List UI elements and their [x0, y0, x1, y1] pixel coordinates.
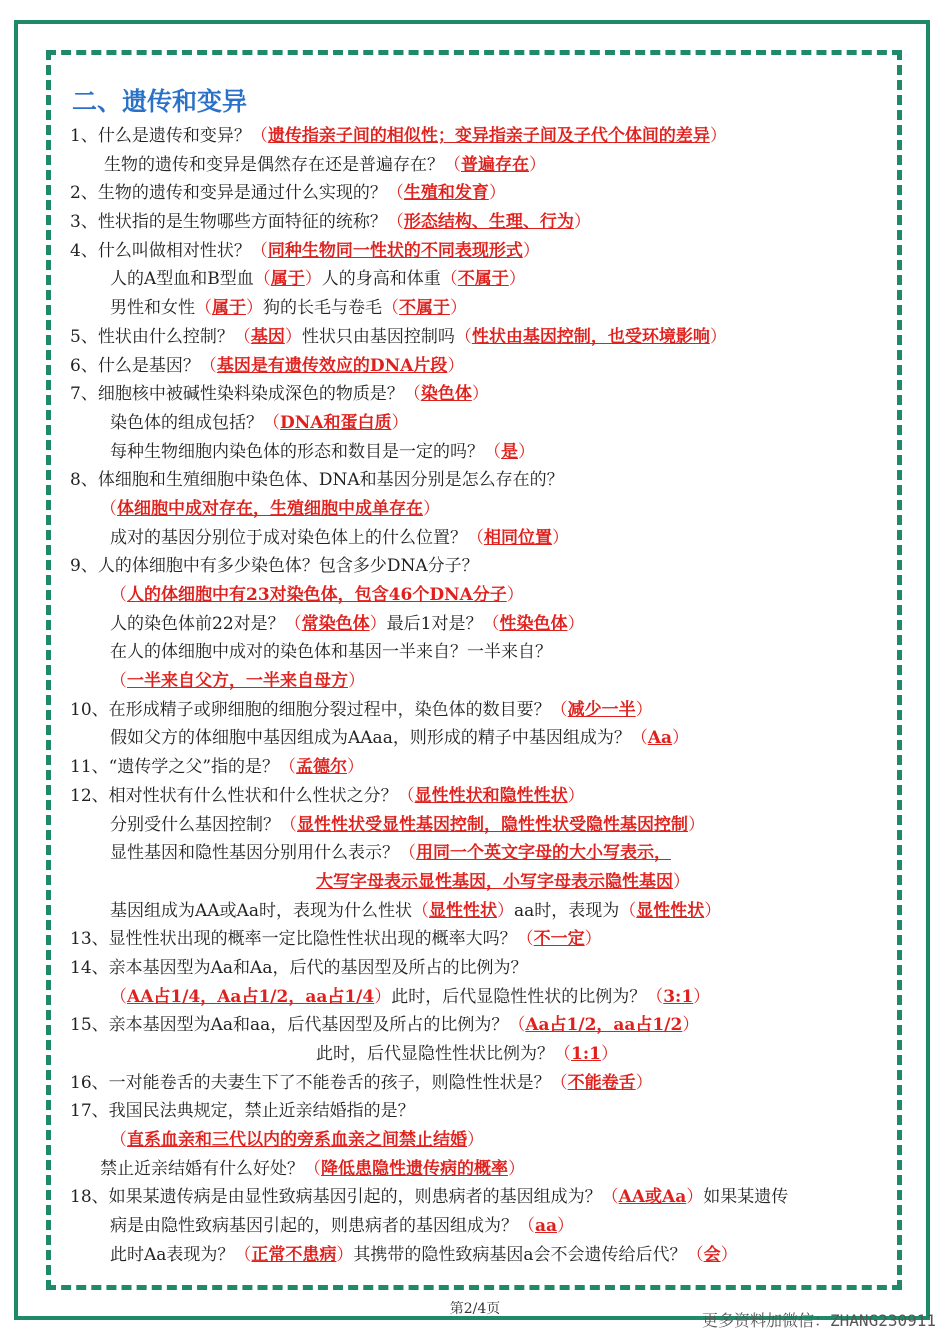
- question-text: 11、“遗传学之父”指的是？: [70, 757, 280, 778]
- question-text: 病是由隐性致病基因引起的，则患病者的基因组成为？: [110, 1216, 518, 1237]
- question-text: 13、显性性状出现的概率一定比隐性性状出现的概率大吗？: [70, 929, 517, 950]
- qa-line: [70, 667, 890, 696]
- answer-text: （Aa占1/2，aa占1/2）: [508, 1015, 700, 1036]
- answer-text: （aa）: [518, 1216, 575, 1237]
- answer-text: （DNA和蛋白质）: [263, 412, 409, 433]
- qa-line: [70, 1155, 890, 1184]
- qa-line: [70, 782, 890, 811]
- answer-text: （正常不患病）: [234, 1244, 354, 1265]
- answer-text: （形态结构、生理、行为）: [386, 212, 591, 233]
- question-text: 8、体细胞和生殖细胞中染色体、DNA和基因分别是怎么存在的？: [70, 470, 564, 491]
- question-text: 18、如果某遗传病是由显性致病基因引起的，则患病者的基因组成为？: [70, 1187, 602, 1208]
- answer-text: （基因）: [233, 326, 302, 347]
- answer-text: （AA或Aa）: [601, 1187, 704, 1208]
- answer-text: （孟德尔）: [279, 757, 365, 778]
- qa-line: [70, 466, 890, 495]
- answer-text: （一半来自父方，一半来自母方）: [110, 671, 365, 692]
- question-text: 10、在形成精子或卵细胞的细胞分裂过程中，染色体的数目要？: [70, 699, 551, 720]
- answer-text: （不一定）: [516, 929, 602, 950]
- qa-line: [70, 380, 890, 409]
- answer-text: （直系血亲和三代以内的旁系血亲之间禁止结婚）: [110, 1130, 484, 1151]
- answer-text: （不能卷舌）: [550, 1072, 653, 1093]
- qa-line: [70, 1183, 890, 1212]
- question-text: 生物的遗传和变异是偶然存在还是普遍存在？: [104, 154, 444, 175]
- question-text: 14、亲本基因型为Aa和Aa，后代的基因型及所占的比例为？: [70, 957, 528, 978]
- answer-text: （不属于）: [440, 269, 526, 290]
- question-text: 在人的体细胞中成对的染色体和基因一半来自？一半来自？: [110, 642, 552, 663]
- question-text: 5、性状由什么控制？: [70, 326, 234, 347]
- qa-line: [70, 352, 890, 381]
- question-text: 15、亲本基因型为Aa和aa，后代基因型及所占的比例为？: [70, 1015, 509, 1036]
- qa-line: [70, 1241, 890, 1270]
- qa-line: [70, 1097, 890, 1126]
- question-text: 17、我国民法典规定，禁止近亲结婚指的是？: [70, 1101, 415, 1122]
- qa-line: [70, 495, 890, 524]
- question-text: 4、什么叫做相对性状？: [70, 240, 251, 261]
- answer-text: （是）: [484, 441, 535, 462]
- question-text: 7、细胞核中被碱性染料染成深色的物质是？: [70, 384, 404, 405]
- question-text: 基因组成为AA或Aa时，表现为什么性状: [110, 900, 412, 921]
- wechat-note: 更多资料加微信：ZHANG230911: [702, 1311, 936, 1330]
- question-text: 6、什么是基因？: [70, 355, 200, 376]
- qa-line: [70, 811, 890, 840]
- qa-line: [70, 323, 890, 352]
- qa-line: [70, 1069, 890, 1098]
- qa-line: [70, 638, 890, 667]
- qa-line: [70, 610, 890, 639]
- qa-line: [70, 753, 890, 782]
- answer-text: （属于）: [253, 269, 322, 290]
- qa-line: [70, 208, 890, 237]
- answer-text: （遗传指亲子间的相似性；变异指亲子间及子代个体间的差异）: [250, 126, 727, 146]
- qa-line: [70, 409, 890, 438]
- answer-text: （染色体）: [403, 384, 489, 405]
- question-text: 如果某遗传: [703, 1187, 789, 1208]
- qa-line: [70, 954, 890, 983]
- qa-line: [70, 1126, 890, 1155]
- answer-text: （不属于）: [382, 298, 467, 319]
- answer-text: （体细胞中成对存在，生殖细胞中成单存在）: [100, 498, 440, 519]
- qa-line: [70, 1040, 890, 1069]
- qa-line: [70, 1011, 890, 1040]
- answer-text: （降低患隐性遗传病的概率）: [304, 1158, 525, 1179]
- answer-text: （常染色体）: [284, 613, 387, 634]
- qa-line: [70, 524, 890, 553]
- question-text: 人的染色体前22对是？: [110, 613, 285, 634]
- question-text: 2、生物的遗传和变异是通过什么实现的？: [70, 183, 387, 204]
- question-text: 成对的基因分别位于成对染色体上的什么位置？: [110, 527, 467, 548]
- question-text: 9、人的体细胞中有多少染色体？包含多少DNA分子？: [70, 556, 479, 577]
- qa-line: [70, 897, 890, 926]
- question-text: 此时，后代显隐性性状比例为？: [316, 1044, 554, 1064]
- question-text: 此时Aa表现为？: [110, 1244, 235, 1265]
- answer-text: （AA占1/4，Aa占1/2，aa占1/4）: [110, 986, 392, 1007]
- question-text: 3、性状指的是生物哪些方面特征的统称？: [70, 212, 387, 233]
- qa-line: [70, 925, 890, 954]
- question-text: 人的身高和体重: [321, 269, 441, 290]
- qa-line: [70, 265, 890, 294]
- question-text: 性状只由基因控制吗: [301, 326, 455, 347]
- question-text: 12、相对性状有什么性状和什么性状之分？: [70, 785, 398, 806]
- question-text: 其携带的隐性致病基因a会不会遗传给后代？: [353, 1244, 687, 1265]
- question-text: 最后1对是？: [386, 613, 483, 634]
- question-text: 分别受什么基因控制？: [110, 814, 280, 835]
- question-text: 禁止近亲结婚有什么好处？: [100, 1158, 304, 1179]
- answer-text: （显性性状）: [411, 900, 514, 921]
- answer-text: （生殖和发育）: [386, 183, 506, 204]
- answer-text: （3:1）: [646, 986, 711, 1007]
- answer-text: （相同位置）: [467, 527, 569, 548]
- answer-text: （普遍存在）: [444, 154, 546, 175]
- qa-line: [70, 151, 890, 180]
- question-text: 此时，后代显隐性性状的比例为？: [391, 986, 647, 1007]
- page-number: 第2/4页: [449, 1301, 501, 1317]
- question-text: 人的A型血和B型血: [110, 269, 254, 290]
- answer-text: （会）: [686, 1244, 738, 1265]
- qa-line: [70, 581, 890, 610]
- question-text: 染色体的组成包括？: [110, 412, 263, 433]
- question-text: 16、一对能卷舌的夫妻生下了不能卷舌的孩子，则隐性性状是？: [70, 1072, 551, 1093]
- qa-line: [70, 122, 890, 151]
- answer-text: （Aa）: [630, 728, 690, 749]
- qa-line: [70, 696, 890, 725]
- answer-text: （基因是有遗传效应的DNA片段）: [199, 355, 465, 376]
- qa-line: [70, 237, 890, 266]
- question-text: 1、什么是遗传和变异？: [70, 126, 251, 146]
- answer-text: （属于）: [195, 298, 263, 319]
- qa-line: [70, 179, 890, 208]
- answer-text: 大写字母表示显性基因，小写字母表示隐性基因）: [316, 871, 690, 892]
- answer-text: （显性性状受显性基因控制，隐性性状受隐性基因控制）: [280, 814, 705, 835]
- question-text: 狗的长毛与卷毛: [263, 298, 382, 319]
- question-text: 假如父方的体细胞中基因组成为AAaa，则形成的精子中基因组成为？: [110, 728, 631, 749]
- question-text: aa时，表现为: [513, 900, 620, 921]
- section-title: 二、遗传和变异: [72, 87, 248, 116]
- qa-line: [70, 552, 890, 581]
- qa-line: [70, 438, 890, 467]
- qa-line: [70, 294, 890, 323]
- qa-list: [70, 122, 890, 1270]
- answer-text: （同种生物同一性状的不同表现形式）: [250, 240, 540, 261]
- question-text: 男性和女性: [110, 298, 195, 319]
- qa-line: [70, 724, 890, 753]
- answer-text: （用同一个英文字母的大小写表示，: [399, 843, 671, 864]
- answer-text: （人的体细胞中有23对染色体，包含46个DNA分子）: [110, 585, 524, 605]
- answer-text: （性染色体）: [482, 613, 585, 634]
- qa-line: [70, 839, 890, 868]
- qa-line: [70, 868, 890, 897]
- answer-text: （减少一半）: [550, 699, 653, 720]
- question-text: 每种生物细胞内染色体的形态和数目是一定的吗？: [110, 441, 484, 462]
- answer-text: （显性性状）: [619, 900, 722, 921]
- answer-text: （显性性状和隐性性状）: [397, 785, 585, 806]
- answer-text: （性状由基因控制，也受环境影响）: [454, 326, 727, 347]
- qa-line: [70, 1212, 890, 1241]
- qa-line: [70, 983, 890, 1012]
- question-text: 显性基因和隐性基因分别用什么表示？: [110, 843, 399, 864]
- answer-text: （1:1）: [554, 1044, 618, 1064]
